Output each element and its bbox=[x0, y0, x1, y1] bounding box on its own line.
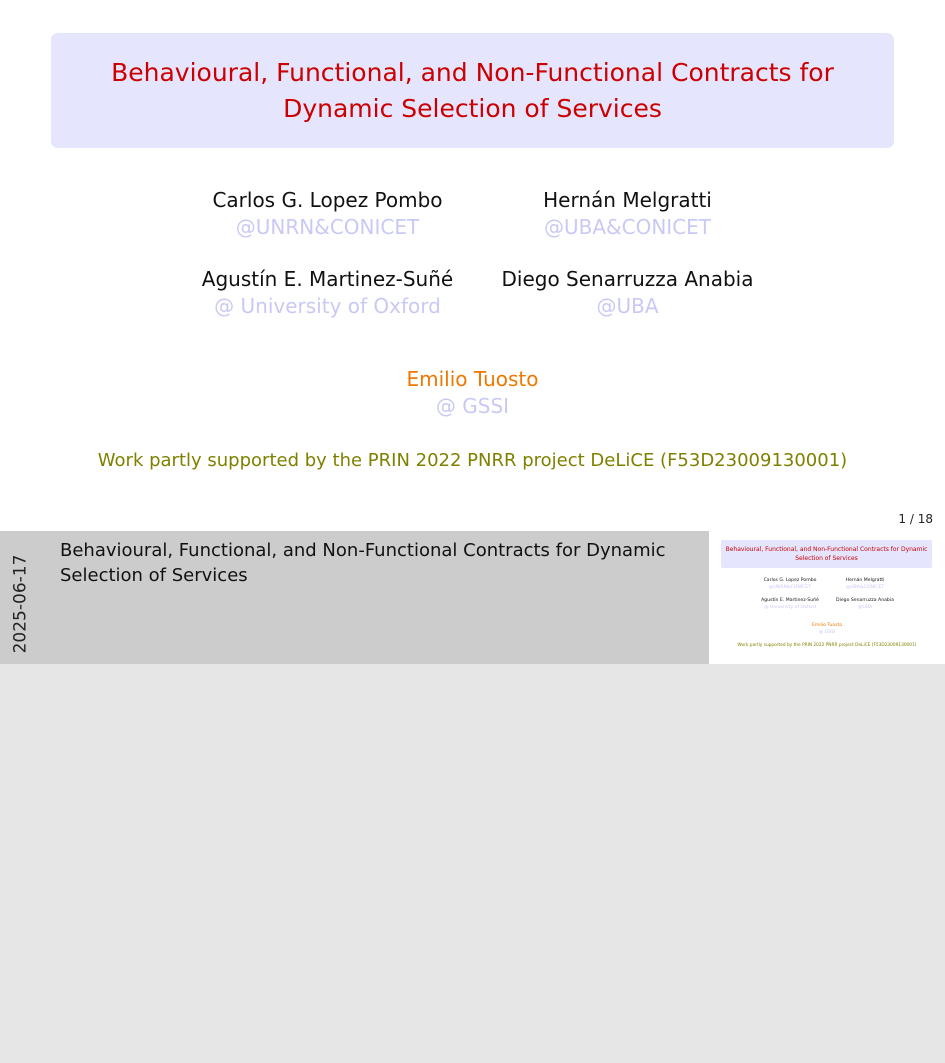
thumbnail-author-name: Diego Senarruzza Anabia bbox=[836, 598, 894, 603]
author-affiliation: @ University of Oxford bbox=[214, 294, 441, 318]
presenter-name: Emilio Tuosto bbox=[406, 367, 539, 391]
author-name: Hernán Melgratti bbox=[543, 188, 712, 212]
author-affiliation: @ GSSI bbox=[435, 394, 510, 418]
slide-title-box bbox=[51, 33, 894, 148]
thumbnail-author-affiliation: @UBA bbox=[857, 605, 873, 610]
author-affiliation: @UBA&CONICET bbox=[543, 215, 712, 239]
slide bbox=[0, 0, 945, 531]
author-name: Carlos G. Lopez Pombo bbox=[212, 188, 443, 212]
author-tuosto-presenter bbox=[335, 366, 610, 420]
author-lopez-pombo bbox=[190, 187, 465, 241]
thumbnail-title: Behavioural, Functional, and Non-Functional Contracts for Dynamic Selection of Services bbox=[721, 540, 932, 568]
page-number: 1 / 18 bbox=[898, 512, 933, 526]
thumbnail-author-affiliation: @ University of Oxford bbox=[763, 605, 817, 610]
thumbnail-funding-note: Work partly supported by the PRIN 2022 PNRR project DeLiCE (F53D23009130001) bbox=[737, 643, 917, 648]
thumbnail-author bbox=[827, 597, 903, 611]
author-senarruzza-anabia bbox=[490, 266, 765, 320]
notes-title: Behavioural, Functional, and Non-Functional Contracts for Dynamic Selection of Services bbox=[60, 540, 666, 586]
author-name: Agustín E. Martinez-Suñé bbox=[201, 267, 454, 291]
thumbnail-author bbox=[789, 622, 865, 636]
slide-title: Behavioural, Functional, and Non-Functional Contracts for Dynamic Selection of Services bbox=[111, 57, 834, 123]
notes-date-text: 2025-06-17 bbox=[10, 554, 31, 654]
thumbnail-author-affiliation: @ GSSI bbox=[818, 630, 836, 635]
author-name: Diego Senarruzza Anabia bbox=[501, 267, 754, 291]
funding-note: Work partly supported by the PRIN 2022 PNRR project DeLiCE (F53D23009130001) bbox=[97, 450, 848, 471]
thumbnail-author-affiliation: @UBA&CONICET bbox=[845, 585, 885, 590]
author-affiliation: @UBA bbox=[596, 294, 659, 318]
thumbnail-author bbox=[752, 597, 828, 611]
slide-thumbnail bbox=[709, 531, 945, 664]
thumbnail-author-name: Hernán Melgratti bbox=[845, 578, 885, 583]
notes-date bbox=[3, 554, 37, 654]
author-melgratti bbox=[490, 187, 765, 241]
thumbnail-author bbox=[752, 577, 828, 591]
thumbnail-author bbox=[827, 577, 903, 591]
thumbnail-author-affiliation: @UNRN&CONICET bbox=[768, 585, 812, 590]
thumbnail-author-name: Carlos G. Lopez Pombo bbox=[763, 578, 817, 583]
author-affiliation: @UNRN&CONICET bbox=[235, 215, 420, 239]
author-martinez-sune bbox=[190, 266, 465, 320]
thumbnail-author-name: Agustín E. Martinez-Suñé bbox=[761, 598, 819, 603]
thumbnail-presenter-name: Emilio Tuosto bbox=[811, 623, 843, 628]
